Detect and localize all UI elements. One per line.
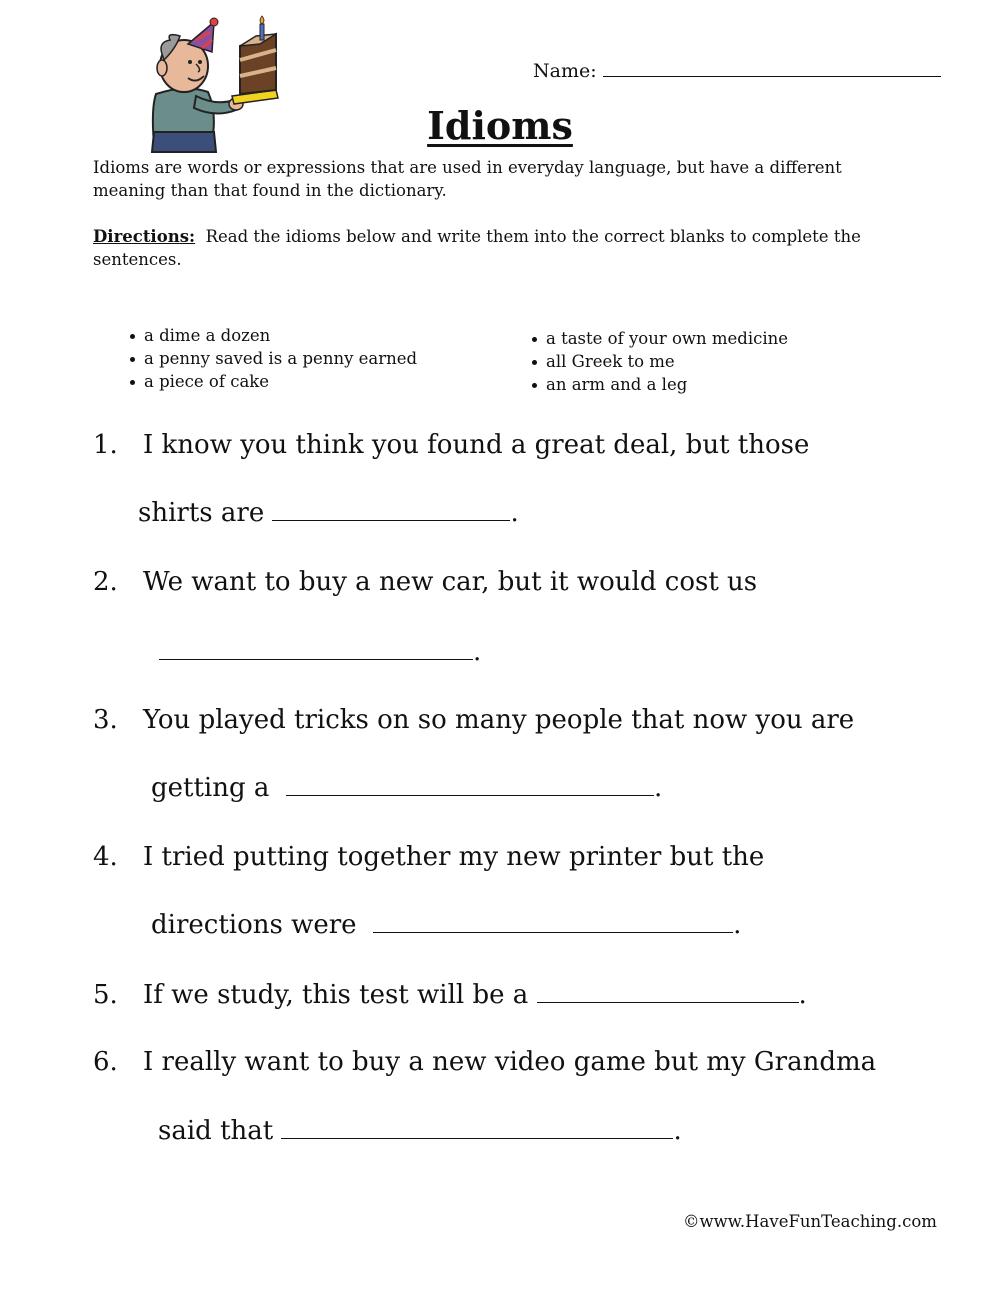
question-text: You played tricks on so many people that now you are	[143, 705, 855, 735]
question-number: 4.	[93, 842, 118, 872]
question-2	[93, 567, 893, 667]
word-bank-right	[532, 327, 788, 396]
word-bank-item: an arm and a leg	[532, 373, 788, 396]
question-text-line	[143, 980, 807, 1010]
question-text: I tried putting together my new printer but the	[143, 842, 765, 872]
period: .	[473, 637, 482, 667]
question-6	[93, 1047, 893, 1147]
question-text: We want to buy a new car, but it would cost us	[143, 567, 758, 597]
question-text: If we study, this test will be a	[143, 980, 529, 1010]
question-line2	[158, 1116, 682, 1146]
question-number: 3.	[93, 705, 118, 735]
question-text: shirts are	[138, 498, 265, 528]
question-5	[93, 980, 893, 1020]
page-title: Idioms	[427, 103, 573, 148]
period: .	[653, 773, 663, 803]
question-1	[93, 430, 893, 530]
question-line2	[151, 773, 662, 803]
answer-blank[interactable]	[159, 637, 473, 660]
word-bank-item: all Greek to me	[532, 350, 788, 373]
question-line2	[159, 637, 481, 667]
word-bank-item: a piece of cake	[130, 370, 417, 393]
question-text: said that	[158, 1116, 274, 1146]
directions	[93, 225, 873, 271]
name-field[interactable]	[533, 60, 941, 82]
period: .	[733, 910, 742, 940]
name-label: Name:	[533, 60, 597, 82]
question-number: 5.	[93, 980, 118, 1010]
question-4	[93, 842, 893, 942]
period: .	[673, 1116, 682, 1146]
question-text: I really want to buy a new video game but my Grandma	[143, 1047, 877, 1077]
intro-text: Idioms are words or expressions that are used in everyday language, but have a different meaning than that found in the dictionary.	[93, 158, 842, 200]
question-line2	[138, 498, 519, 528]
question-number: 1.	[93, 430, 118, 460]
word-bank-left	[130, 324, 417, 393]
word-bank-item: a dime a dozen	[130, 324, 417, 347]
answer-blank[interactable]	[286, 773, 654, 796]
period: .	[510, 498, 519, 528]
word-bank-item: a penny saved is a penny earned	[130, 347, 417, 370]
answer-blank[interactable]	[537, 980, 799, 1003]
question-line2	[151, 910, 741, 940]
question-text: getting a	[151, 773, 270, 803]
question-number: 6.	[93, 1047, 118, 1077]
directions-label: Directions:	[93, 227, 196, 246]
name-blank[interactable]	[603, 60, 941, 77]
answer-blank[interactable]	[272, 498, 510, 521]
answer-blank[interactable]	[281, 1116, 673, 1139]
period: .	[798, 980, 807, 1010]
answer-blank[interactable]	[373, 910, 733, 933]
question-text: directions were	[151, 910, 357, 940]
copyright-footer: ©www.HaveFunTeaching.com	[683, 1212, 937, 1231]
question-text: I know you think you found a great deal, but those	[143, 430, 810, 460]
question-number: 2.	[93, 567, 118, 597]
word-bank-item: a taste of your own medicine	[532, 327, 788, 350]
directions-text: Read the idioms below and write them into the correct blanks to complete the sentences.	[93, 227, 861, 269]
question-3	[93, 705, 893, 805]
